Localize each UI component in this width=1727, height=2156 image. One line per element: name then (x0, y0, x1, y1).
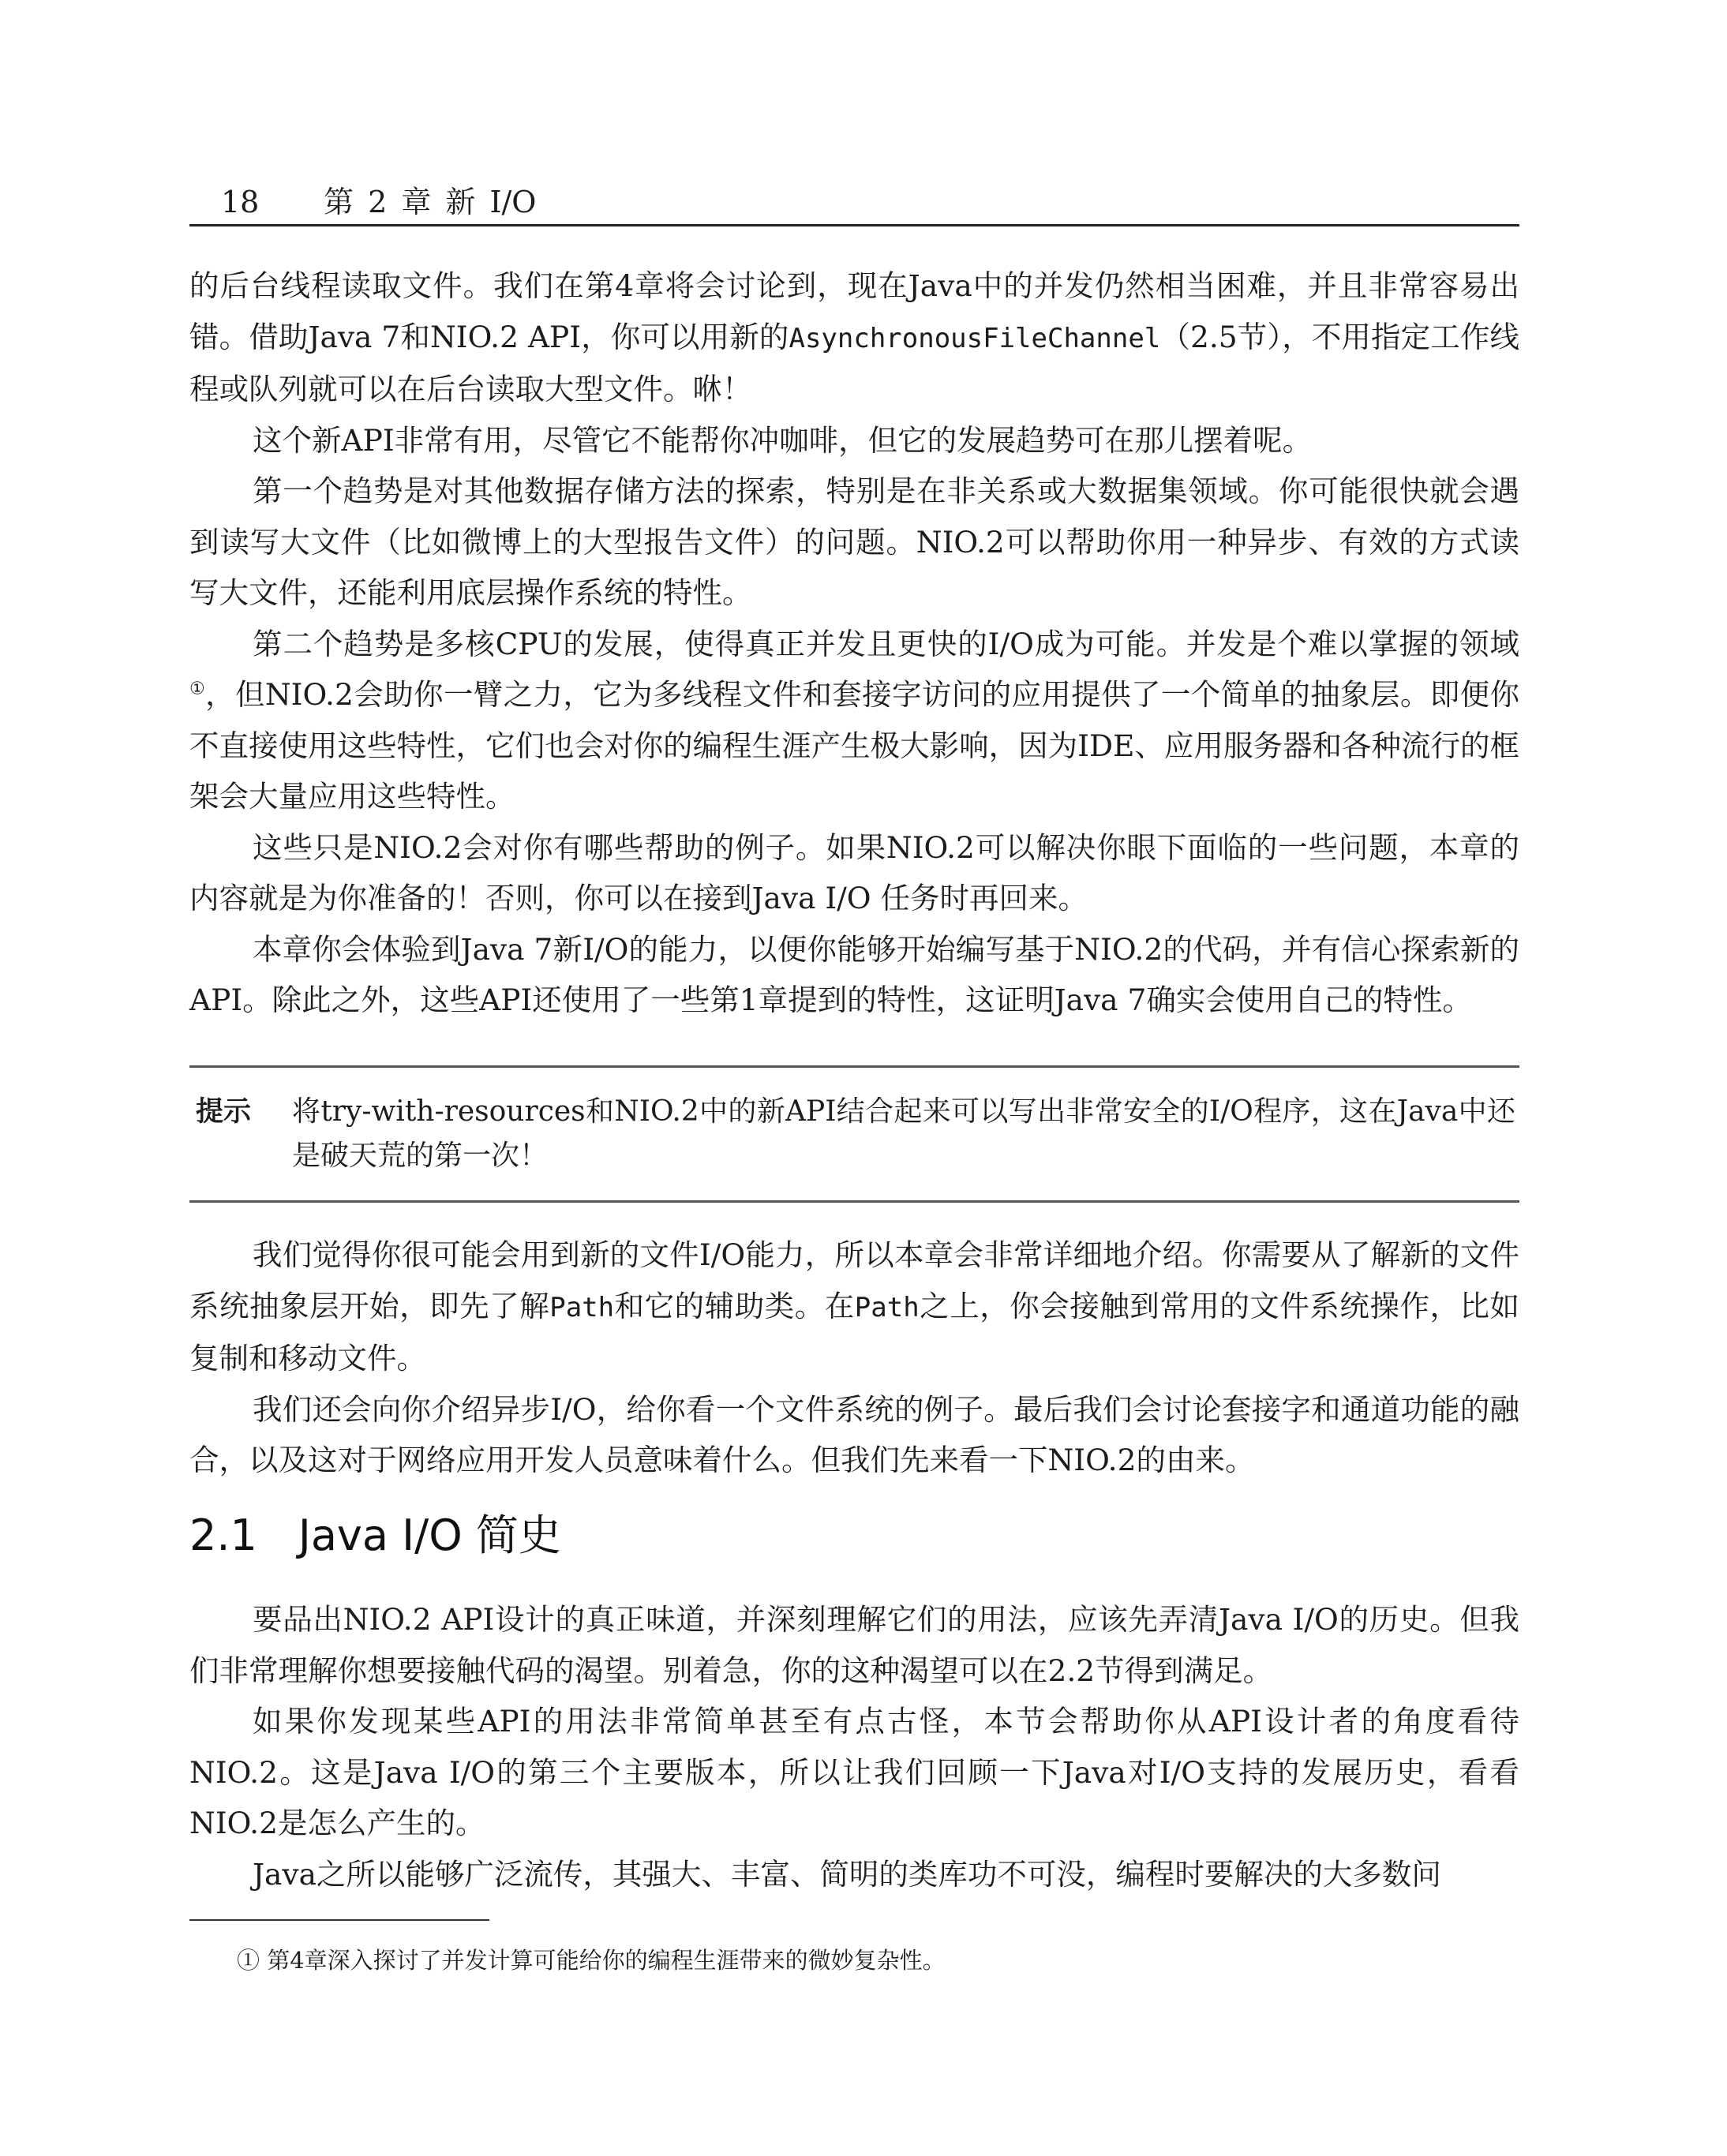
paragraph: 要品出NIO.2 API设计的真正味道，并深刻理解它们的用法，应该先弄清Java I/O的历史。但我们非常理解你想要接触代码的渴望。别着急，你的这种渴望可以在2.2节得到满足。 (189, 1602, 1519, 1688)
paragraph: 本章你会体验到Java 7新I/O的能力，以便你能够开始编写基于NIO.2的代码，并有信心探索新的API。除此之外，这些API还使用了一些第1章提到的特性，这证明Java 7确实会使用自己的特性。 (189, 931, 1519, 1017)
paragraph: 我们觉得你很可能会用到新的文件I/O能力，所以本章会非常详细地介绍。你需要从了解新的文件系统抽象层开始，即先了解Path和它的辅助类。在Path之上，你会接触到常用的文件系统操作，比如复制和移动文件。 (189, 1237, 1520, 1376)
page-number: 18 (221, 185, 260, 219)
footnote-text: 第4章深入探讨了并发计算可能给你的编程生涯带来的微妙复杂性。 (267, 1947, 946, 1974)
inline-code: Path (549, 1291, 615, 1323)
footnote-rule (189, 1919, 489, 1921)
section-title: Java I/O 简史 (298, 1510, 561, 1560)
section-heading (189, 1507, 561, 1564)
tip-label: 提示 (196, 1096, 252, 1128)
intro-text (189, 260, 1519, 1026)
middle-text (189, 1230, 1519, 1486)
footnote-marker: ① (237, 1947, 260, 1974)
running-header (189, 180, 1519, 226)
paragraph: Java之所以能够广泛流传，其强大、丰富、简明的类库功不可没，编程时要解决的大多数问 (253, 1856, 1441, 1892)
inline-code: Path (854, 1291, 920, 1323)
paragraph: 的后台线程读取文件。我们在第4章将会讨论到，现在Java中的并发仍然相当困难，并且非常容易出错。借助Java 7和NIO.2 API，你可以用新的AsynchronousFileChannel（2.5节），不用指定工作线程或队列就可以在后台读取大型文件。咻！ (189, 268, 1519, 406)
chapter-title: 第 2 章 新 I/O (324, 185, 537, 219)
paragraph: 第二个趋势是多核CPU的发展，使得真正并发且更快的I/O成为可能。并发是个难以掌握的领域①，但NIO.2会助你一臂之力，它为多线程文件和套接字访问的应用提供了一个简单的抽象层。即便你不直接使用这些特性，它们也会对你的编程生涯产生极大影响，因为IDE、应用服务器和各种流行的框架会大量应用这些特性。 (189, 626, 1519, 814)
tip-box (189, 1065, 1519, 1203)
paragraph: 第一个趋势是对其他数据存储方法的探索，特别是在非关系或大数据集领域。你可能很快就会遇到读写大文件（比如微博上的大型报告文件）的问题。NIO.2可以帮助你用一种异步、有效的方式读写大文件，还能利用底层操作系统的特性。 (189, 473, 1519, 610)
footnote-ref[interactable]: ① (189, 679, 206, 699)
paragraph: 我们还会向你介绍异步I/O，给你看一个文件系统的例子。最后我们会讨论套接字和通道功能的融合，以及这对于网络应用开发人员意味着什么。但我们先来看一下NIO.2的由来。 (189, 1391, 1519, 1477)
inline-code: AsynchronousFileChannel (789, 322, 1161, 354)
footnote (237, 1943, 946, 1978)
paragraph: 如果你发现某些API的用法非常简单甚至有点古怪，本节会帮助你从API设计者的角度看待NIO.2。这是Java I/O的第三个主要版本，所以让我们回顾一下Java对I/O支持的发展历史，看看NIO.2是怎么产生的。 (189, 1704, 1519, 1840)
section-text (189, 1594, 1519, 1900)
paragraph: 这些只是NIO.2会对你有哪些帮助的例子。如果NIO.2可以解决你眼下面临的一些问题，本章的内容就是为你准备的！否则，你可以在接到Java I/O 任务时再回来。 (189, 829, 1519, 915)
tip-text: 将try-with-resources和NIO.2中的新API结合起来可以写出非常安全的I/O程序，这在Java中还是破天荒的第一次！ (292, 1095, 1515, 1172)
section-number: 2.1 (189, 1510, 257, 1560)
paragraph: 这个新API非常有用，尽管它不能帮你冲咖啡，但它的发展趋势可在那儿摆着呢。 (253, 422, 1313, 458)
